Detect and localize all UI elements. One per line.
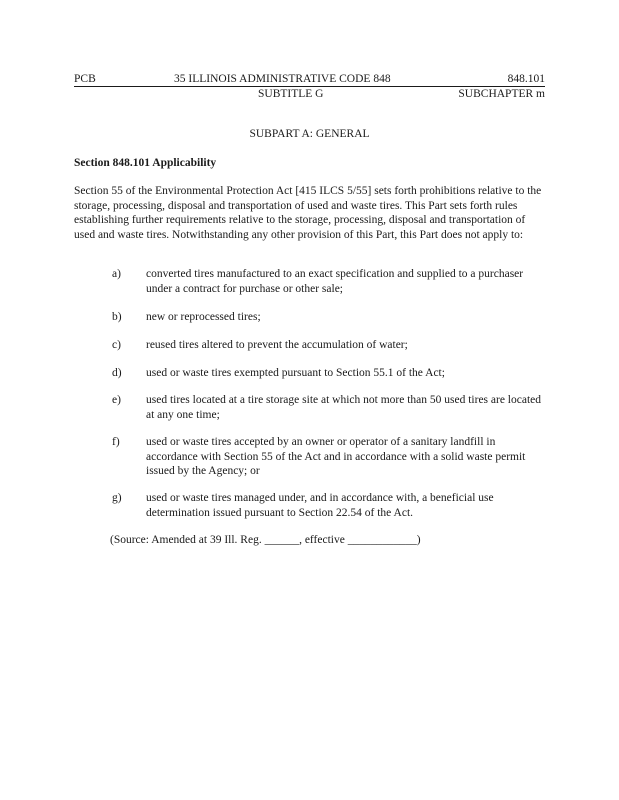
section-title: Section 848.101 Applicability [74,157,217,169]
list-item-label: c) [112,339,121,351]
source-note: (Source: Amended at 39 Ill. Reg. ______, effective ____________) [110,534,421,546]
list-item-text: used or waste tires accepted by an owner or operator of a sanitary landfill in accordance with Section 55 of the Act and in accordance with a solid waste permit issued by the Agency; or [146,436,526,477]
intro-paragraph: Section 55 of the Environmental Protection Act [415 ILCS 5/55] sets forth prohibitions relative to the storage, processing, disposal and transportation of used and waste tires. This Part sets forth rules establishing further requirements relative to the storage, processing, disposal and transportation of used and waste tires. Notwithstanding any other provision of this Part, this Part does not apply to: [74,185,542,241]
list-item-label: d) [112,367,122,379]
header-subchapter: SUBCHAPTER m [458,88,545,100]
header-section-number: 848.101 [507,73,545,85]
list-item-text: used tires located at a tire storage site at which not more than 50 used tires are located at any one time; [146,394,542,421]
list-item-text: new or reprocessed tires; [146,311,261,323]
header-subtitle: SUBTITLE G [258,88,324,100]
list-item-label: f) [112,436,120,448]
list-item-label: b) [112,311,122,323]
header-agency: PCB [74,73,96,85]
list-item-label: e) [112,394,121,406]
list-item-label: g) [112,492,122,504]
subpart-heading: SUBPART A: GENERAL [249,128,370,140]
list-item-label: a) [112,268,121,280]
list-item-text: converted tires manufactured to an exact specification and supplied to a purchaser under a contract for purchase or other sale; [146,268,524,295]
header-code-title: 35 ILLINOIS ADMINISTRATIVE CODE 848 [174,73,391,85]
list-item-text: used or waste tires managed under, and in accordance with, a beneficial use determination issued pursuant to Section 22.54 of the Act. [146,492,494,519]
list-item-text: used or waste tires exempted pursuant to Section 55.1 of the Act; [146,367,445,379]
list-item-text: reused tires altered to prevent the accumulation of water; [146,339,408,351]
running-header [74,73,545,87]
running-subheader [74,88,545,101]
